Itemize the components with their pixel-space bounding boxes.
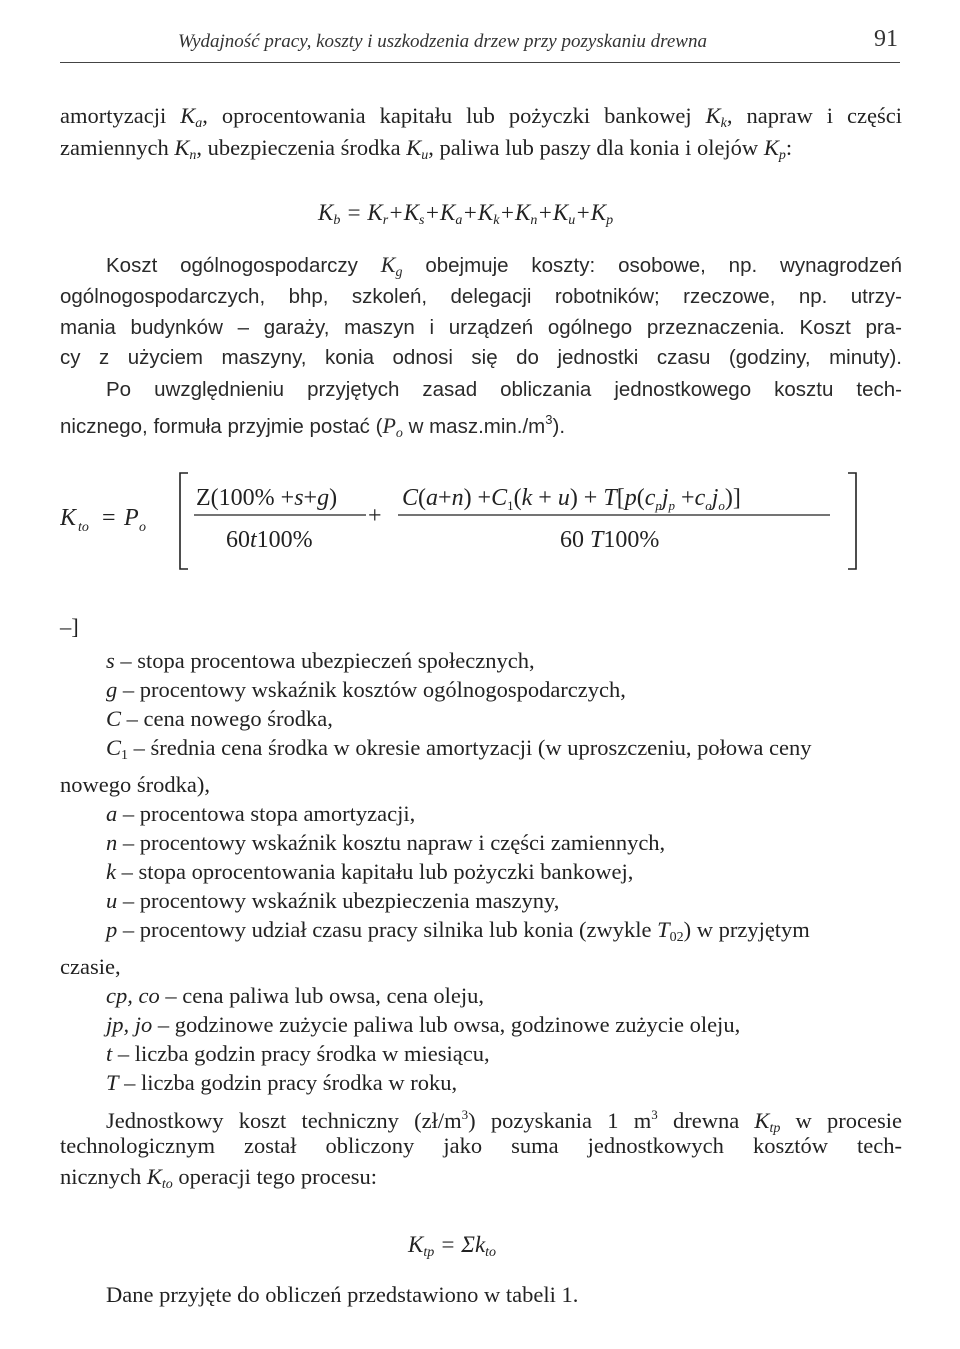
legend-symbol: C [106,706,122,731]
legend-text: – liczba godzin pracy środka w miesiącu, [112,1041,490,1066]
para-line-5: Po uwzględnieniu przyjętych zasad obliczania jednostkowego kosztu tech- [106,378,902,401]
legend-text: – procentowa stopa amortyzacji, [117,801,416,826]
legend-item [60,733,902,770]
legend-text: – cena paliwa lub owsa, cena oleju, [159,983,484,1008]
svg-text:K: K [60,505,77,531]
legend-symbol: a [106,801,118,826]
legend-symbol-sub: 1 [121,748,129,763]
svg-text:60t100%: 60t100% [226,527,313,553]
legend-continuation: czasie, [60,954,121,979]
formula-total-cost: $K_b = K_r+K_s+K_a+K_k+K_n+K_u+K_p$ [318,200,614,228]
formula-unit-cost [60,465,902,575]
legend-text: – procentowy wskaźnik kosztów ogólnogospodarczych, [117,677,626,702]
legend-text: – średnia cena środka w okresie amortyzacji (w uproszczeniu, połowa ceny [128,735,812,760]
legend-symbol: u [106,888,118,913]
legend-item [60,981,902,1010]
closing-line-3: nicznych $K_{to}$ operacji tego procesu: [60,1164,378,1192]
para-line-3: mania budynków – garaży, maszyn i urządzeń ogólnego przeznaczenia. Koszt pra- [60,316,902,339]
page-number: 91 [874,26,898,52]
legend-text: – godzinowe zużycie paliwa lub owsa, godzinowe zużycie oleju, [152,1012,741,1037]
legend-item [60,1010,902,1039]
formula-svg [60,465,902,575]
legend-symbol: g [106,677,118,702]
legend-text-2: ) w przyjętym [683,917,810,942]
svg-text:=: = [102,505,116,531]
para-line-2: ogólnogospodarczych, bhp, szkoleń, delegacji robotników; rzeczowe, np. utrzy- [60,285,902,308]
running-header: Wydajność pracy, koszty i uszkodzenia drzew przy pozyskaniu drewna [178,31,707,52]
legend-text: – cena nowego środka, [121,706,333,731]
legend-symbol: t [106,1041,113,1066]
legend-symbol: p [106,917,118,942]
legend-symbol: jp, jo [106,1012,153,1037]
legend-symbol: s [106,648,115,673]
legend-symbol: C [106,735,122,760]
intro-line-2: zamiennych $K_n$, ubezpieczenia środka $K_u$, paliwa lub paszy dla konia i olejów $K_p$: [60,135,793,163]
svg-text:to: to [78,520,89,535]
legend-item [60,704,902,733]
legend-symbol: cp, co [106,983,160,1008]
para-line-1: Koszt ogólnogospodarczy $K_g$ obejmuje koszty: osobowe, np. wynagrodzeń [106,252,902,280]
closing-line-1: Jednostkowy koszt techniczny $(zł/m^3)$ pozyskania 1 $m^3$ drewna $K_{tp}$ w procesie [106,1107,902,1136]
legend-text: – procentowy wskaźnik kosztu napraw i części zamiennych, [117,830,666,855]
legend-symbol-2-sub: 02 [669,930,684,945]
stray-mark: –] [60,614,79,639]
legend-continuation: nowego środka), [60,772,210,797]
legend-item [60,675,902,704]
svg-text:+: + [368,503,382,529]
legend-symbol-2: T [657,917,670,942]
legend-item [60,646,902,675]
formula-sum: $K_{tp} = \Sigma k_{to}$ [408,1232,497,1260]
svg-text:60 T100%: 60 T100% [560,527,660,553]
legend-symbol: k [106,859,116,884]
legend-item [60,915,902,952]
legend-text: – procentowy udział czasu pracy silnika lub konia (zwykle [117,917,658,942]
last-line: Dane przyjęte do obliczeń przedstawiono w tabeli 1. [106,1282,579,1307]
legend-item [60,799,902,828]
legend-item [60,857,902,886]
svg-text:C(a+n) +C1(k + u) + T[p(cpjp +: $C(a+n) +C_1(k + u) + T[p(c_pj_p +c_oj_o)]$ [402,485,741,513]
legend-text: – procentowy wskaźnik ubezpieczenia maszyny, [117,888,560,913]
svg-text:Z(100% +s+g): Z(100% +s+g) [196,485,338,511]
intro-line-1: amortyzacji $K_a$, oprocentowania kapitału lub pożyczki bankowej $K_k$, napraw i części [60,103,902,131]
legend-symbol: n [106,830,118,855]
legend-item [60,828,902,857]
legend-text: – stopa procentowa ubezpieczeń społecznych, [114,648,535,673]
legend-text: – stopa oprocentowania kapitału lub pożyczki bankowej, [116,859,634,884]
legend-item [60,1068,902,1097]
svg-text:o: o [139,520,146,535]
legend-symbol: T [106,1070,119,1095]
symbol-legend [60,646,902,1097]
para-line-4: cy z użyciem maszyny, konia odnosi się do jednostki czasu (godziny, minuty). [60,346,902,369]
para-line-6: nicznego, formuła przyjmie postać ($P_o$ w $masz.\min./m^3$). [60,412,566,441]
legend-item [60,1039,902,1068]
closing-line-2: technologicznym został obliczony jako suma jednostkowych kosztów tech- [60,1133,902,1158]
svg-text:P: P [124,505,139,531]
header-rule [60,62,900,63]
legend-item [60,886,902,915]
legend-text: – liczba godzin pracy środka w roku, [118,1070,458,1095]
